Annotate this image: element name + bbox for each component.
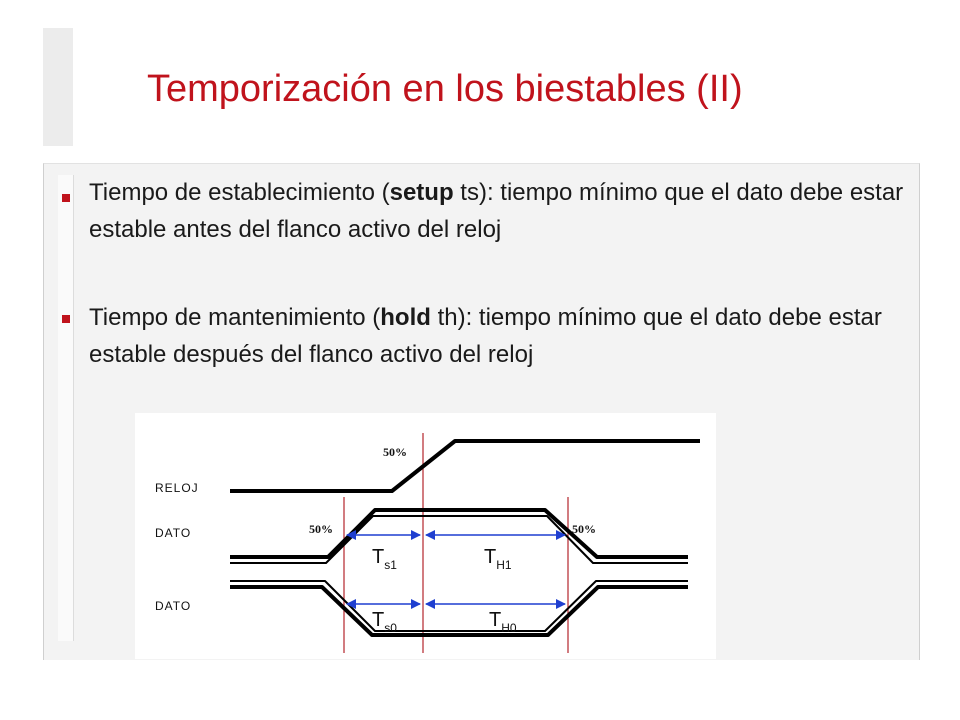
signal-label-clock: RELOJ xyxy=(155,481,199,495)
clock-threshold-label: 50% xyxy=(383,445,407,459)
bullet-term-setup: setup xyxy=(389,179,454,206)
th0-label: $T_{H0}$ xyxy=(489,609,517,635)
signal-label-data-2: DATO xyxy=(155,599,192,613)
ts0-label: $T_{s0}$ xyxy=(372,609,397,635)
data-left-threshold-label: 50% xyxy=(309,522,333,536)
data-right-threshold-label: 50% xyxy=(572,522,596,536)
panel-inner-edge xyxy=(58,175,74,641)
th1-label: $T_{H1}$ xyxy=(484,546,512,572)
bullet-term-hold: hold xyxy=(380,304,431,331)
bullet-text-before: Tiempo de mantenimiento ( xyxy=(89,304,381,331)
bullet-text-after: th): tiempo mínimo que el dato debe estar estable después del flanco activo del reloj xyxy=(89,304,882,368)
data-0-waveform xyxy=(230,587,688,635)
ts1-label: $T_{s1}$ xyxy=(372,546,397,572)
title-accent-bar xyxy=(43,28,73,146)
signal-label-data-1: DATO xyxy=(155,526,192,540)
bullet-text-before: Tiempo de establecimiento ( xyxy=(89,179,390,206)
bullet-text-hold xyxy=(89,299,909,373)
data-1-waveform xyxy=(230,510,688,557)
bullet-text-setup xyxy=(89,174,909,248)
slide-title: Temporización en los biestables (II) xyxy=(147,68,743,110)
timing-diagram xyxy=(135,413,716,659)
bullet-text-after: ts): tiempo mínimo que el dato debe estar estable antes del flanco activo del reloj xyxy=(89,179,904,243)
clock-waveform xyxy=(230,441,700,491)
